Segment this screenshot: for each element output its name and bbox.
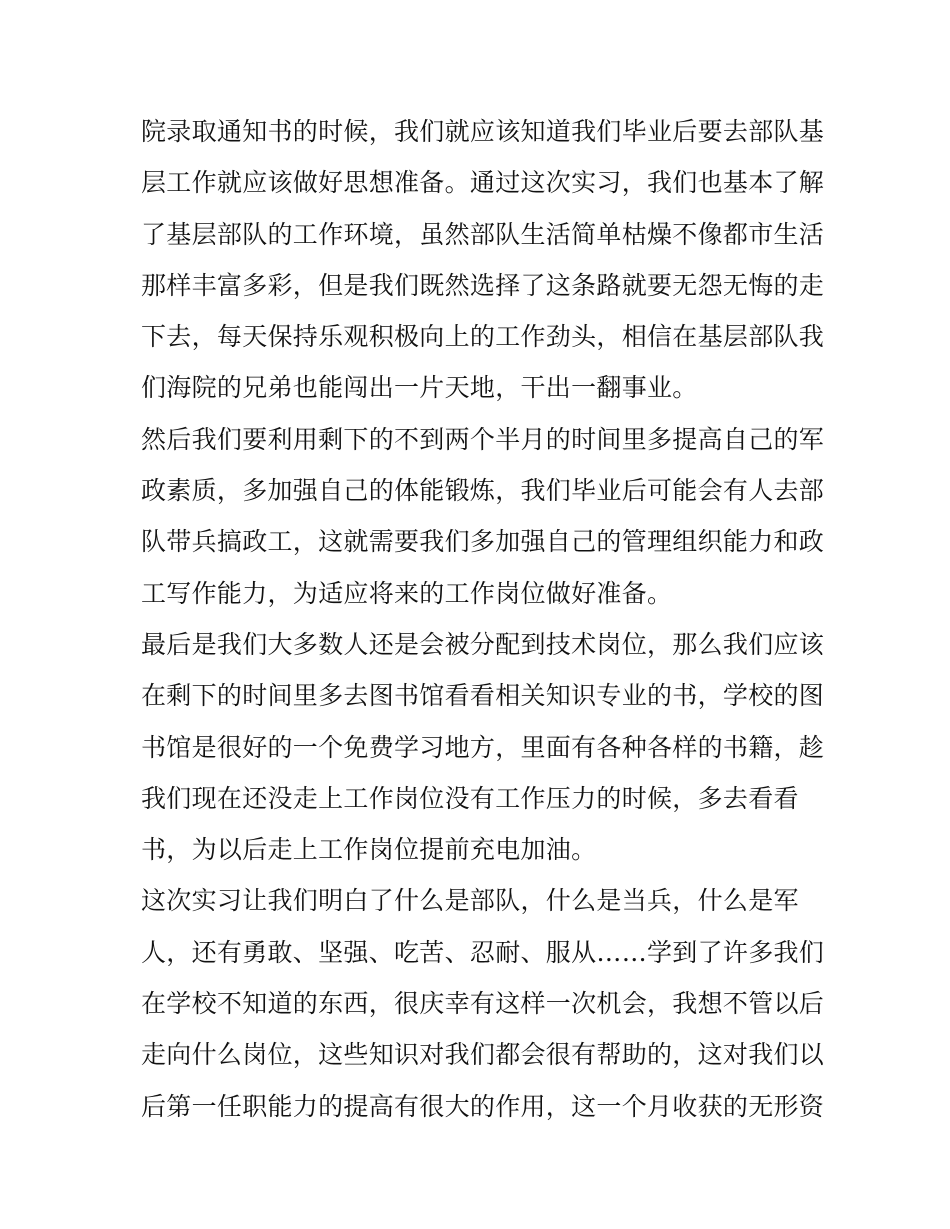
text-line: 人，还有勇敢、坚强、吃苦、忍耐、服从……学到了许多我们 (141, 937, 825, 967)
text-line: 我们现在还没走上工作岗位没有工作压力的时候，多去看看 (141, 783, 799, 813)
text-line: 书馆是很好的一个免费学习地方，里面有各种各样的书籍，趁 (141, 732, 825, 762)
text-line: 走向什么岗位，这些知识对我们都会很有帮助的，这对我们以 (141, 1040, 825, 1070)
text-line: 书，为以后走上工作岗位提前充电加油。 (141, 835, 597, 865)
text-line: 队带兵搞政工，这就需要我们多加强自己的管理组织能力和政 (141, 527, 825, 557)
text-line: 层工作就应该做好思想准备。通过这次实习，我们也基本了解 (141, 168, 825, 198)
text-line: 政素质，多加强自己的体能锻炼，我们毕业后可能会有人去部 (141, 476, 825, 506)
text-line: 院录取通知书的时候，我们就应该知道我们毕业后要去部队基 (141, 117, 825, 146)
text-line: 最后是我们大多数人还是会被分配到技术岗位，那么我们应该 (141, 629, 825, 659)
text-line: 下去，每天保持乐观积极向上的工作劲头，相信在基层部队我 (141, 322, 825, 352)
text-line: 工写作能力，为适应将来的工作岗位做好准备。 (141, 578, 673, 608)
document-body (141, 106, 825, 1132)
text-line: 在学校不知道的东西，很庆幸有这样一次机会，我想不管以后 (141, 989, 825, 1019)
text-line: 这次实习让我们明白了什么是部队，什么是当兵，什么是军 (141, 886, 799, 916)
text-line: 后第一任职能力的提高有很大的作用，这一个月收获的无形资 (141, 1091, 825, 1121)
text-line: 然后我们要利用剩下的不到两个半月的时间里多提高自己的军 (141, 424, 825, 454)
text-line: 那样丰富多彩，但是我们既然选择了这条路就要无怨无悔的走 (141, 270, 825, 300)
text-line: 在剩下的时间里多去图书馆看看相关知识专业的书，学校的图 (141, 681, 825, 711)
text-line: 们海院的兄弟也能闯出一片天地，干出一翻事业。 (141, 373, 698, 403)
text-line: 了基层部队的工作环境，虽然部队生活简单枯燥不像都市生活 (141, 219, 825, 249)
